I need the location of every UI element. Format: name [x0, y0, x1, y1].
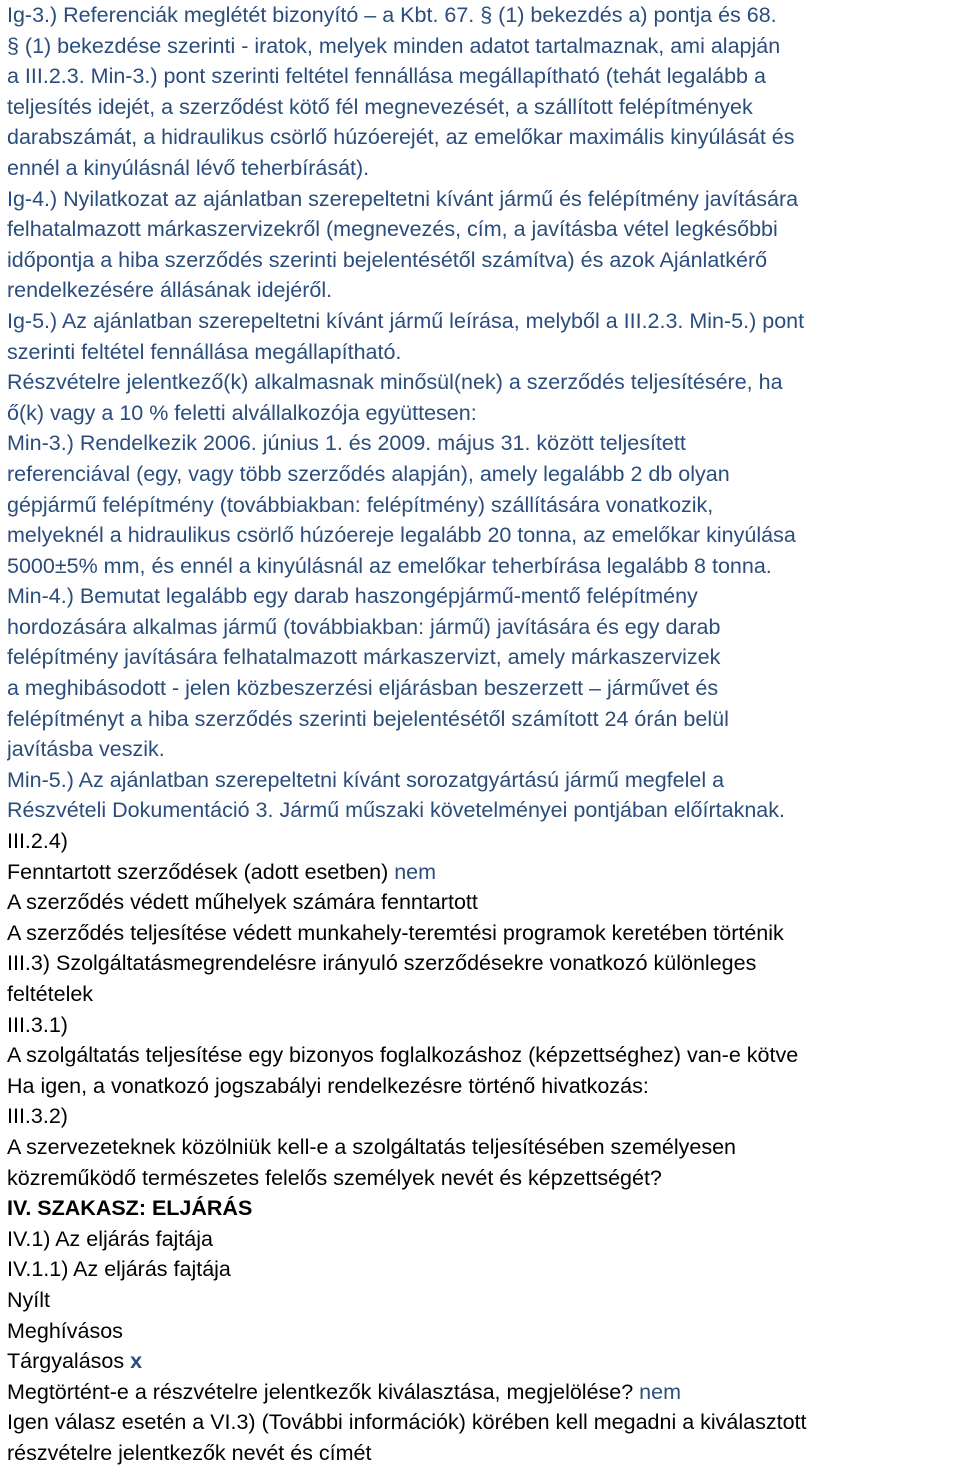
line-text: § (1) bekezdése szerinti - iratok, melyek minden adatot tartalmaznak, ami alapján [7, 33, 781, 58]
text-line [7, 520, 952, 551]
text-line [7, 1438, 952, 1469]
text-line [7, 918, 952, 949]
text-line [7, 61, 952, 92]
text-line [7, 826, 952, 857]
line-text: IV.1) Az eljárás fajtája [7, 1226, 213, 1251]
line-text: ennél a kinyúlásnál lévő teherbírását). [7, 155, 370, 180]
line-text: A szerződés védett műhelyek számára fenntartott [7, 890, 478, 915]
text-line [7, 367, 952, 398]
line-text: időpontja a hiba szerződés szerinti bejelentésétől számítva) és azok Ajánlatkérő [7, 247, 768, 272]
line-text: a III.2.3. Min-3.) pont szerinti feltétel fennállása megállapítható (tehát legalább a [7, 64, 766, 89]
text-line [7, 398, 952, 429]
text-line [7, 1101, 952, 1132]
text-line [7, 1040, 952, 1071]
line-text: A szerződés teljesítése védett munkahely-teremtési programok keretében történik [7, 920, 784, 945]
line-text: Min-5.) Az ajánlatban szerepeltetni kívánt sorozatgyártású jármű megfelel a [7, 767, 725, 792]
line-text: 5000±5% mm, és ennél a kinyúlásnál az emelőkar teherbírása legalább 8 tonna. [7, 553, 772, 578]
line-text: Ig-5.) Az ajánlatban szerepeltetni kívánt jármű leírása, melyből a III.2.3. Min-5.) pont [7, 308, 805, 333]
text-line [7, 551, 952, 582]
text-line [7, 1163, 952, 1194]
text-line [7, 92, 952, 123]
line-text: darabszámát, a hidraulikus csörlő húzóerejét, az emelőkar maximális kinyúlását és [7, 125, 795, 150]
line-text: referenciával (egy, vagy több szerződés alapján), amely legalább 2 db olyan [7, 461, 730, 486]
line-text: Min-3.) Rendelkezik 2006. június 1. és 2009. május 31. között teljesített [7, 431, 686, 456]
text-line [7, 337, 952, 368]
text-line [7, 1071, 952, 1102]
line-text: ő(k) vagy a 10 % feletti alvállalkozója együttesen: [7, 400, 477, 425]
line-text: felhatalmazott márkaszervizekről (megnevezés, cím, a javításba vétel legkésőbbi [7, 217, 778, 242]
line-text: szerinti feltétel fennállása megállapítható. [7, 339, 402, 364]
line-text: Igen válasz esetén a VI.3) (További információk) körében kell megadni a kiválasztott [7, 1410, 807, 1435]
text-line [7, 857, 952, 888]
text-line [7, 1316, 952, 1347]
text-line [7, 1407, 952, 1438]
text-line [7, 948, 952, 979]
field-value: nem [639, 1379, 681, 1404]
line-text: Fenntartott szerződések (adott esetben) [7, 859, 395, 884]
text-line [7, 306, 952, 337]
text-line [7, 734, 952, 765]
section-heading [7, 1193, 952, 1224]
text-line [7, 214, 952, 245]
field-value: x [130, 1349, 143, 1374]
line-text: III.2.4) [7, 829, 68, 854]
line-text: A szervezeteknek közölniük kell-e a szolgáltatás teljesítésében személyesen [7, 1134, 736, 1159]
line-text: Ha igen, a vonatkozó jogszabályi rendelkezésre történő hivatkozás: [7, 1073, 649, 1098]
text-line [7, 887, 952, 918]
text-line [7, 153, 952, 184]
text-line [7, 275, 952, 306]
text-line [7, 1254, 952, 1285]
line-text: teljesítés idejét, a szerződést kötő fél megnevezését, a szállított felépítmények [7, 94, 753, 119]
line-text: A szolgáltatás teljesítése egy bizonyos foglalkozáshoz (képzettséghez) van-e kötve [7, 1043, 799, 1068]
line-text: közreműködő természetes felelős személyek nevét és képzettségét? [7, 1165, 662, 1190]
text-line [7, 581, 952, 612]
line-text: felépítményt a hiba szerződés szerinti bejelentésétől számított 24 órán belül [7, 706, 729, 731]
text-line [7, 1132, 952, 1163]
line-text: melyeknél a hidraulikus csörlő húzóereje legalább 20 tonna, az emelőkar kinyúlása [7, 523, 796, 548]
line-text: Meghívásos [7, 1318, 123, 1343]
text-line [7, 1224, 952, 1255]
line-text: III.3.1) [7, 1012, 68, 1037]
text-line [7, 490, 952, 521]
text-line [7, 122, 952, 153]
line-text: rendelkezésére állásának idejéről. [7, 278, 333, 303]
text-line [7, 184, 952, 215]
text-line [7, 245, 952, 276]
line-text: IV.1.1) Az eljárás fajtája [7, 1257, 231, 1282]
text-line [7, 979, 952, 1010]
text-line [7, 0, 952, 31]
line-text: Nyílt [7, 1287, 50, 1312]
line-text: Tárgyalásos [7, 1349, 131, 1374]
line-text: javításba veszik. [7, 737, 165, 762]
line-text: részvételre jelentkezők nevét és címét [7, 1440, 372, 1465]
text-line [7, 31, 952, 62]
line-text: gépjármű felépítmény (továbbiakban: felépítmény) szállítására vonatkozik, [7, 492, 714, 517]
line-text: Ig-4.) Nyilatkozat az ajánlatban szerepeltetni kívánt jármű és felépítmény javítására [7, 186, 799, 211]
text-line [7, 1285, 952, 1316]
line-text: Részvételre jelentkező(k) alkalmasnak minősül(nek) a szerződés teljesítésére, ha [7, 370, 783, 395]
line-text: Ig-3.) Referenciák meglétét bizonyító – a Kbt. 67. § (1) bekezdés a) pontja és 68. [7, 3, 777, 27]
text-line [7, 459, 952, 490]
field-value: nem [394, 859, 437, 884]
text-line [7, 612, 952, 643]
text-line [7, 428, 952, 459]
line-text: Min-4.) Bemutat legalább egy darab haszongépjármű-mentő felépítmény [7, 584, 698, 609]
line-text: Megtörtént-e a részvételre jelentkezők kiválasztása, megjelölése? [7, 1379, 640, 1404]
line-text: III.3.2) [7, 1104, 68, 1129]
text-line [7, 704, 952, 735]
line-text: feltételek [7, 982, 94, 1006]
text-line [7, 765, 952, 796]
line-text: IV. SZAKASZ: ELJÁRÁS [7, 1196, 253, 1221]
text-line [7, 642, 952, 673]
text-line [7, 1346, 952, 1377]
text-line [7, 1010, 952, 1041]
text-line [7, 1377, 952, 1408]
line-text: a meghibásodott - jelen közbeszerzési eljárásban beszerzett – járművet és [7, 676, 719, 701]
line-text: hordozására alkalmas jármű (továbbiakban: jármű) javítására és egy darab [7, 614, 721, 639]
text-line [7, 673, 952, 704]
line-text: felépítmény javítására felhatalmazott márkaszervizt, amely márkaszervizek [7, 645, 721, 670]
line-text: III.3) Szolgáltatásmegrendelésre irányuló szerződésekre vonatkozó különleges [7, 951, 757, 976]
text-line [7, 795, 952, 826]
line-text: Részvételi Dokumentáció 3. Jármű műszaki követelményei pontjában előírtaknak. [7, 798, 785, 823]
